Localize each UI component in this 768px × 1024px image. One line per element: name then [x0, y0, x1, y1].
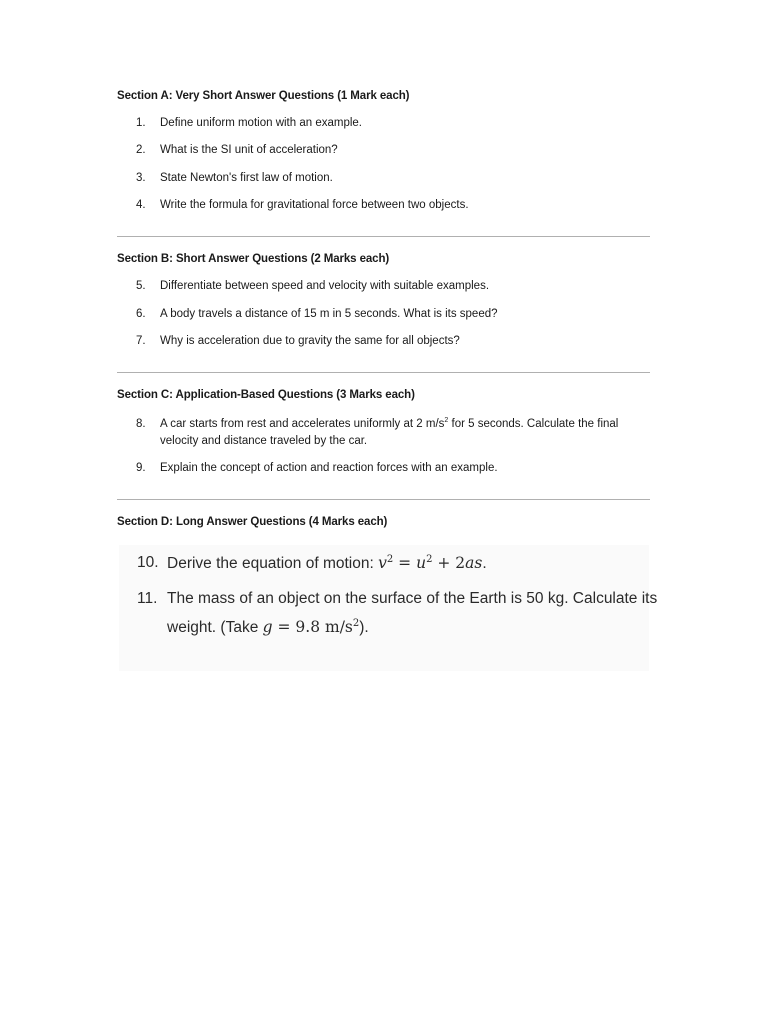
question-text: [167, 549, 487, 578]
question-6: [136, 306, 636, 323]
superscript: 2: [386, 553, 394, 565]
question-text: [160, 416, 636, 450]
question-text-part: Derive the equation of motion:: [167, 555, 379, 572]
math-unit: m/s: [325, 618, 353, 636]
question-number: 3.: [136, 172, 146, 184]
question-text-line-2: [167, 613, 657, 642]
question-11: [137, 585, 657, 642]
math-symbol: u: [416, 554, 427, 572]
section-divider: [117, 236, 650, 237]
question-number: 8.: [136, 418, 146, 430]
punctuation: ).: [359, 619, 369, 636]
question-text-part: A car starts from rest and accelerates uniformly at 2 m/s: [160, 418, 445, 430]
math-operator: =: [393, 554, 417, 572]
question-2: [136, 142, 636, 159]
question-text-line-1: The mass of an object on the surface of the Earth is 50 kg. Calculate its: [167, 590, 658, 607]
question-9: [136, 460, 636, 477]
section-b-title: Section B: Short Answer Questions (2 Marks each): [117, 253, 390, 265]
math-operator: + 2: [432, 554, 466, 572]
superscript: 2: [352, 617, 360, 629]
math-symbol: g: [262, 618, 273, 636]
math-symbol: as: [465, 554, 483, 572]
question-number: 9.: [136, 462, 146, 474]
math-symbol: v: [378, 554, 387, 572]
math-value: = 9.8: [272, 618, 325, 636]
question-text: Why is acceleration due to gravity the same for all objects?: [160, 335, 460, 347]
question-text: State Newton's first law of motion.: [160, 172, 333, 184]
question-text: What is the SI unit of acceleration?: [160, 144, 338, 156]
question-text-part: for 5 seconds. Calculate the final velocity and distance traveled by the car.: [160, 418, 619, 447]
question-number: 7.: [136, 335, 146, 347]
superscript: 2: [426, 553, 433, 565]
question-text: Differentiate between speed and velocity with suitable examples.: [160, 280, 490, 292]
question-number: 1.: [136, 117, 146, 129]
section-divider: [117, 372, 650, 373]
question-text: Define uniform motion with an example.: [160, 117, 362, 129]
superscript: 2: [444, 417, 449, 425]
question-number: 2.: [136, 144, 146, 156]
question-1: [136, 115, 636, 132]
question-number: 10.: [137, 554, 159, 571]
question-5: [136, 278, 636, 295]
question-number: 5.: [136, 280, 146, 292]
question-number: 6.: [136, 308, 146, 320]
question-text: Write the formula for gravitational force between two objects.: [160, 199, 469, 211]
question-text: Explain the concept of action and reaction forces with an example.: [160, 462, 498, 474]
pasted-questions-image: [119, 545, 658, 671]
question-4: [136, 197, 636, 214]
section-divider: [117, 499, 650, 500]
section-a-title: Section A: Very Short Answer Questions (1 Mark each): [117, 90, 410, 102]
question-number: 11.: [137, 590, 158, 607]
section-c-title: Section C: Application-Based Questions (3 Marks each): [117, 389, 415, 401]
question-7: [136, 333, 636, 350]
question-8: [136, 416, 636, 450]
question-text: A body travels a distance of 15 m in 5 seconds. What is its speed?: [160, 308, 498, 320]
question-text-part: weight. (Take: [167, 619, 263, 636]
question-3: [136, 170, 636, 187]
question-10: [137, 549, 487, 578]
punctuation: .: [482, 555, 487, 572]
section-d-title: Section D: Long Answer Questions (4 Marks each): [117, 516, 388, 528]
question-number: 4.: [136, 199, 146, 211]
